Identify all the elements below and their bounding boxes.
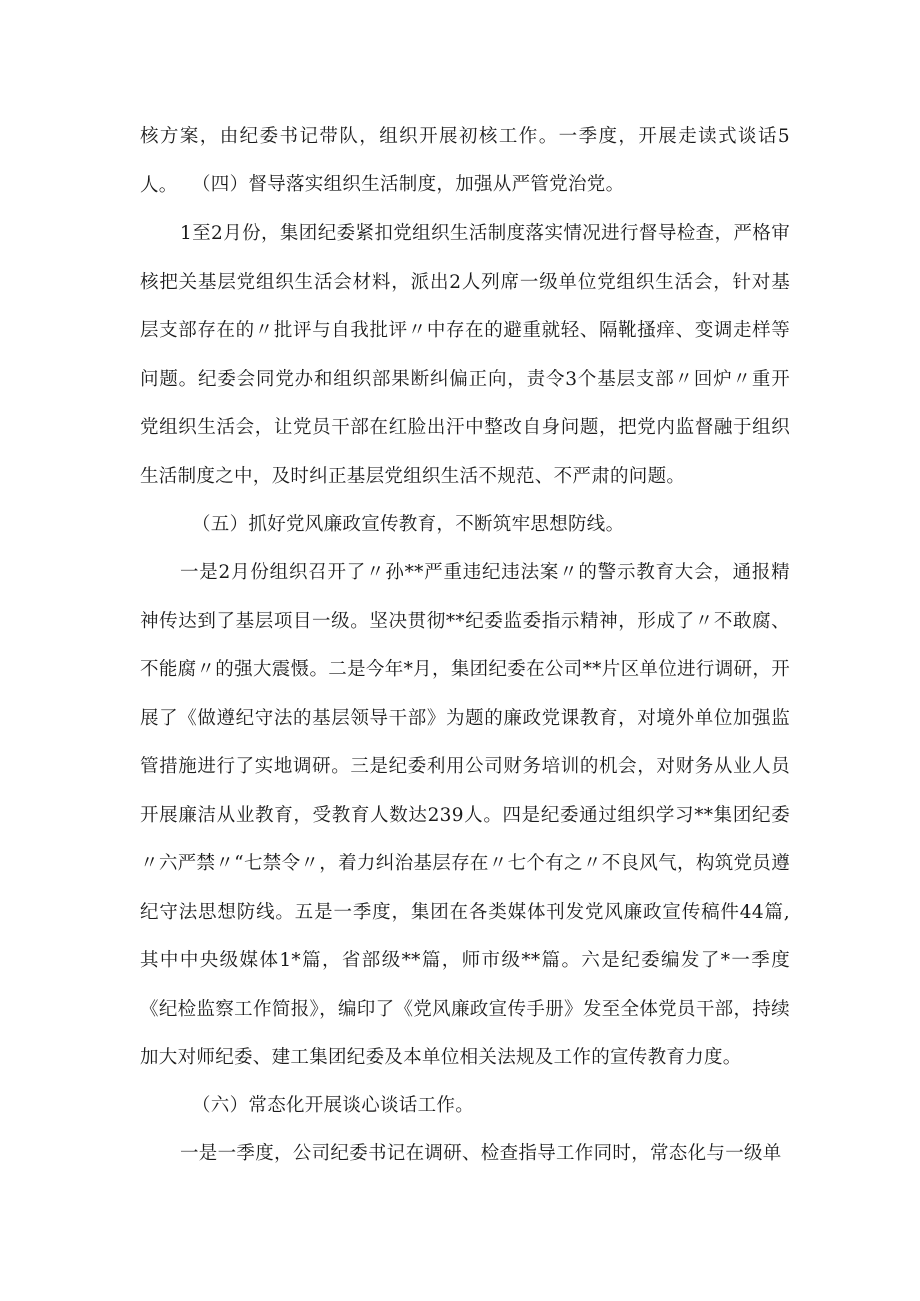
body-paragraph: 一是2月份组织召开了〃孙**严重违纪违法案〃的警示教育大会，通报精神传达到了基层项目一级。坚决贯彻**纪委监委指示精神，形成了〃不敢腐、不能腐〃的强大震慑。二是今年*月，集团纪委在公司**片区单位进行调研，开展了《做遵纪守法的基层领导干部》为题的廉政党课教育，对境外单位加强监管措施进行了实地调研。三是纪委利用公司财务培训的机会，对财务从业人员开展廉洁从业教育，受教育人数达239人。四是纪委通过组织学习**集团纪委〃六严禁〃“七禁令〃，着力纠治基层存在〃七个有之〃不良风气，构筑党员遵纪守法思想防线。五是一季度，集团在各类媒体刊发党风廉政宣传稿件44篇,其中中央级媒体1*篇，省部级**篇，师市级**篇。六是纪委编发了*一季度《纪检监察工作简报》，编印了《党风廉政宣传手册》发至全体党员干部，持续加大对师纪委、建工集团纪委及本单位相关法规及工作的宣传教育力度。 xyxy=(140,562,790,1068)
section-heading-4: （四）督导落实组织生活制度，加强从严管党治党。 xyxy=(192,174,625,195)
section-heading-6: （六）常态化开展谈心谈话工作。 xyxy=(192,1095,475,1116)
body-paragraph: 一是一季度，公司纪委书记在调研、检查指导工作同时，常态化与一级单 xyxy=(180,1143,782,1164)
section-heading-5: （五）抓好党风廉政宣传教育，不断筑牢思想防线。 xyxy=(192,514,625,535)
body-paragraph-continuation: 核方案，由纪委书记带队，组织开展初核工作。一季度，开展走读式谈话5人。 xyxy=(140,126,790,196)
body-paragraph: 1至2月份，集团纪委紧扣党组织生活制度落实情况进行督导检查，严格审核把关基层党组织生活会材料，派出2人列席一级单位党组织生活会，针对基层支部存在的〃批评与自我批评〃中存在的避重就轻、隔靴搔痒、变调走样等问题。纪委会同党办和组织部果断纠偏正向，责令3个基层支部〃回炉〃重开党组织生活会，让党员干部在红脸出汗中整改自身问题，把党内监督融于组织生活制度之中，及时纠正基层党组织生活不规范、不严肃的问题。 xyxy=(140,223,790,487)
